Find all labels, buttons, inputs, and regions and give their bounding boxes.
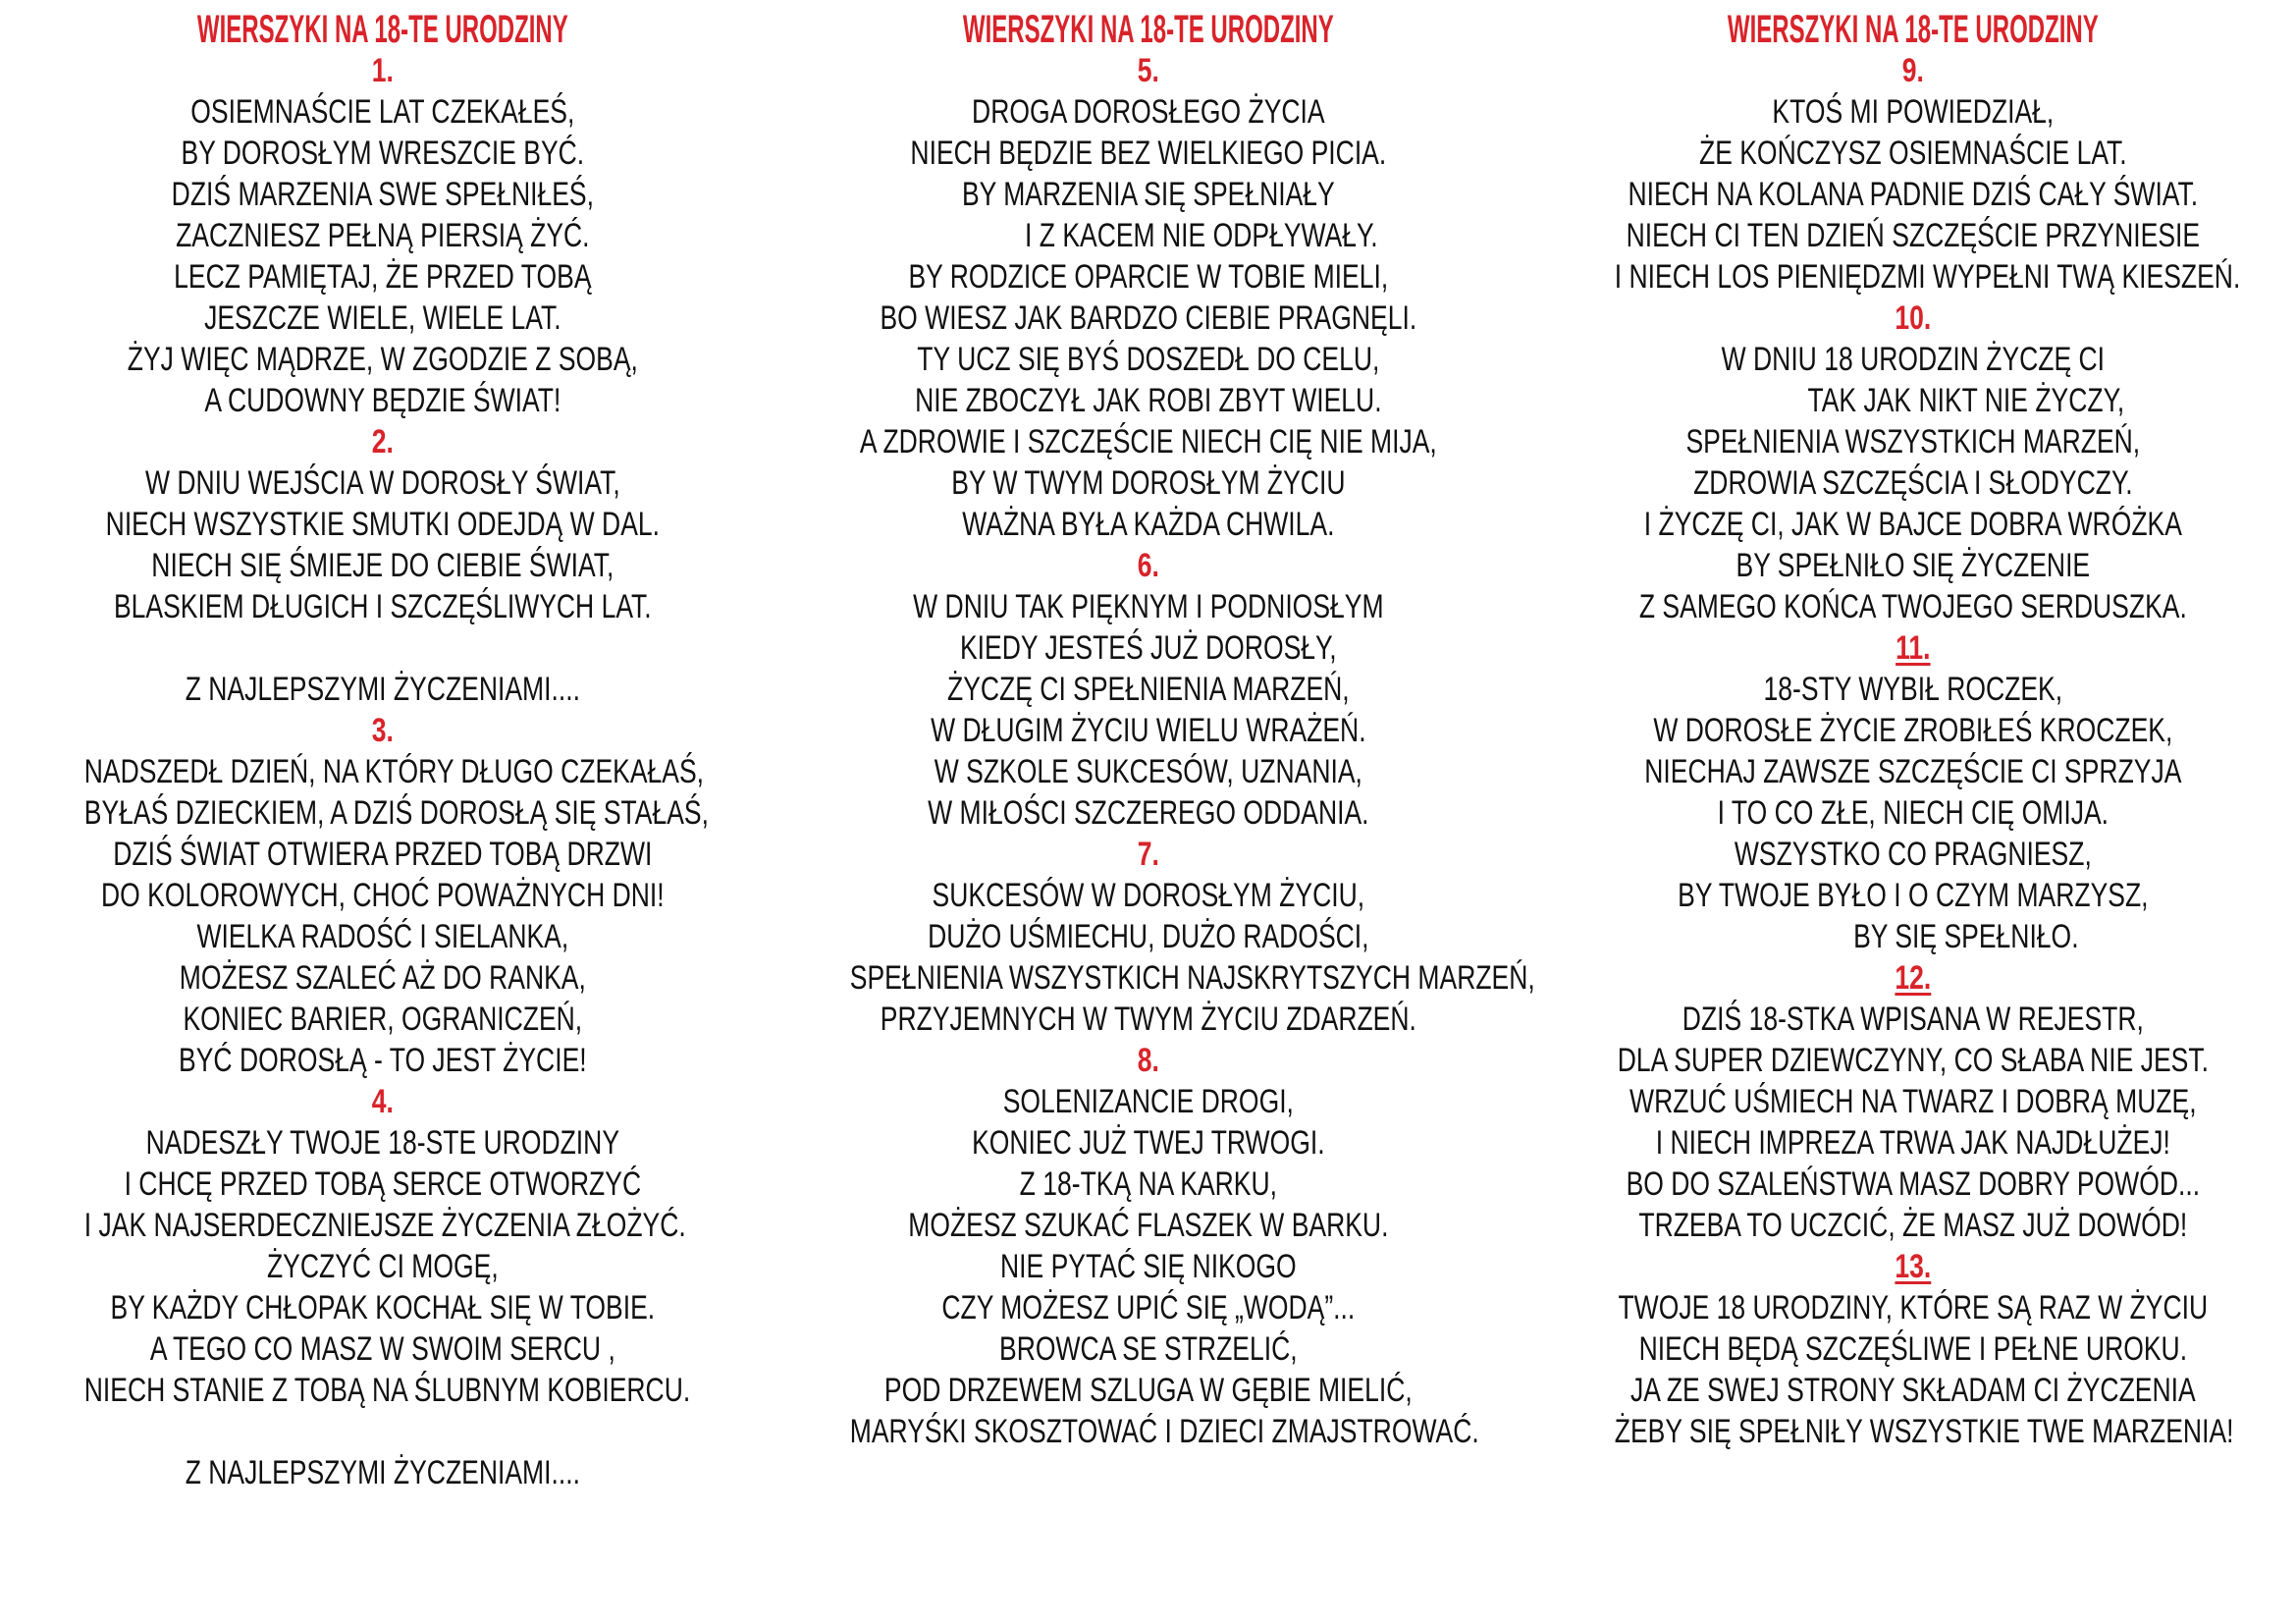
poem-line: SPEŁNIENIA WSZYSTKICH NAJSKRYTSZYCH MARZEŃ, (849, 959, 1535, 997)
poem-lines (0, 50, 766, 1493)
poem-line: NIECH CI TEN DZIEŃ SZCZĘŚCIE PRZYNIESIE (1626, 217, 2201, 254)
poem-line: BY SIĘ SPEŁNIŁO. (1853, 918, 2079, 955)
poem-line: JA ZE SWEJ STRONY SKŁADAM CI ŻYCZENIA (1630, 1372, 2197, 1409)
poem-line: DLA SUPER DZIEWCZYNY, CO SŁABA NIE JEST. (1618, 1042, 2210, 1079)
poem-line: A ZDROWIE I SZCZĘŚCIE NIECH CIĘ NIE MIJA, (859, 423, 1437, 460)
poem-line: TWOJE 18 URODZINY, KTÓRE SĄ RAZ W ŻYCIU (1618, 1289, 2209, 1326)
poem-line: Z NAJLEPSZYMI ŻYCZENIAMI.... (185, 1454, 580, 1491)
poem-line: BO DO SZALEŃSTWA MASZ DOBRY POWÓD... (1626, 1165, 2201, 1203)
poem-line: KONIEC JUŻ TWEJ TRWOGI. (971, 1124, 1325, 1162)
poem-line: OSIEMNAŚCIE LAT CZEKAŁEŚ, (190, 93, 575, 131)
poem-line: W DŁUGIM ŻYCIU WIELU WRAŻEŃ. (930, 712, 1366, 749)
blank-line (84, 1411, 681, 1452)
poem-line: MARYŚKI SKOSZTOWAĆ I DZIECI ZMAJSTROWAĆ. (849, 1413, 1479, 1450)
blank-line (84, 627, 681, 669)
poem-line: BY SPEŁNIŁO SIĘ ŻYCZENIE (1735, 547, 2091, 584)
poem-number: 5. (1137, 52, 1159, 89)
poem-number: 13. (1895, 1248, 1932, 1285)
poem-line: BY MARZENIA SIĘ SPEŁNIAŁY (961, 176, 1335, 213)
poem-column-1 (0, 0, 766, 1624)
poem-line: NIECH BĘDZIE BEZ WIELKIEGO PICIA. (910, 135, 1386, 172)
poem-line: BLASKIEM DŁUGICH I SZCZĘŚLIWYCH LAT. (113, 588, 652, 625)
poem-line: BY DOROSŁYM WRESZCIE BYĆ. (181, 135, 585, 172)
poem-line: ŻE KOŃCZYSZ OSIEMNAŚCIE LAT. (1699, 135, 2128, 172)
poem-line: I TO CO ZŁE, NIECH CIĘ OMIJA. (1717, 794, 2109, 832)
poem-line: NIECH SIĘ ŚMIEJE DO CIEBIE ŚWIAT, (151, 547, 614, 584)
poem-line: DZIŚ ŚWIAT OTWIERA PRZED TOBĄ DRZWI (113, 836, 653, 873)
poem-line: KTOŚ MI POWIEDZIAŁ, (1772, 93, 2055, 131)
poem-line: BROWCA SE STRZELIĆ, (998, 1330, 1298, 1368)
poem-line: NADSZEDŁ DZIEŃ, NA KTÓRY DŁUGO CZEKAŁAŚ, (83, 753, 705, 790)
poem-line: A TEGO CO MASZ W SWOIM SERCU , (149, 1330, 615, 1368)
poem-line: NIE PYTAĆ SIĘ NIKOGO (999, 1248, 1297, 1285)
poem-line: Z 18-TKĄ NA KARKU, (1019, 1165, 1277, 1203)
poem-line: I Z KACEM NIE ODPŁYWAŁY. (1024, 217, 1378, 254)
poem-line: W DNIU 18 URODZIN ŻYCZĘ CI (1721, 341, 2106, 378)
poem-number: 12. (1895, 959, 1932, 997)
poem-line: ŻYJ WIĘC MĄDRZE, W ZGODZIE Z SOBĄ, (127, 341, 638, 378)
poem-number: 7. (1137, 836, 1159, 873)
poem-line: NIECH WSZYSTKIE SMUTKI ODEJDĄ W DAL. (105, 506, 661, 543)
poem-line: I NIECH IMPREZA TRWA JAK NAJDŁUŻEJ! (1656, 1124, 2171, 1162)
poem-number: 10. (1895, 299, 1932, 337)
poem-line: TRZEBA TO UCZCIĆ, ŻE MASZ JUŻ DOWÓD! (1638, 1207, 2188, 1244)
poem-line: DO KOLOROWYCH, CHOĆ POWAŻNYCH DNI! (101, 877, 665, 914)
poem-line: SPEŁNIENIA WSZYSTKICH MARZEŃ, (1685, 423, 2141, 460)
poem-line: JESZCZE WIELE, WIELE LAT. (204, 299, 561, 337)
poem-line: W MIŁOŚCI SZCZEREGO ODDANIA. (927, 794, 1369, 832)
column-title: WIERSZYKI NA 18-TE URODZINY (196, 8, 568, 51)
poem-lines (766, 50, 1535, 1452)
poem-line: DROGA DOROSŁEGO ŻYCIA (971, 93, 1325, 131)
poem-line: NIECHAJ ZAWSZE SZCZĘŚCIE CI SPRZYJA (1644, 753, 2182, 790)
poem-line: KIEDY JESTEŚ JUŻ DOROSŁY, (959, 629, 1337, 667)
poem-line: BYŁAŚ DZIECKIEM, A DZIŚ DOROSŁĄ SIĘ STAŁAŚ, (83, 794, 709, 832)
poem-line: I JAK NAJSERDECZNIEJSZE ŻYCZENIA ZŁOŻYĆ. (83, 1207, 686, 1244)
poem-line: NIECH BĘDĄ SZCZĘŚLIWE I PEŁNE UROKU. (1638, 1330, 2188, 1368)
poem-line: KONIEC BARIER, OGRANICZEŃ, (183, 1001, 583, 1038)
poem-line: BY W TWYM DOROSŁYM ŻYCIU (950, 464, 1346, 502)
poem-line: WIELKA RADOŚĆ I SIELANKA, (196, 918, 569, 955)
poem-line: ŻEBY SIĘ SPEŁNIŁY WSZYSTKIE TWE MARZENIA! (1615, 1413, 2234, 1450)
poem-column-3 (1530, 0, 2296, 1624)
poem-line: 18-STY WYBIŁ ROCZEK, (1763, 671, 2063, 708)
poem-line: DZIŚ MARZENIA SWE SPEŁNIŁEŚ, (171, 176, 594, 213)
poem-lines (1530, 50, 2296, 1452)
poem-line: WAŻNA BYŁA KAŻDA CHWILA. (961, 506, 1335, 543)
poem-line: BYĆ DOROSŁĄ - TO JEST ŻYCIE! (179, 1042, 587, 1079)
poem-line: SUKCESÓW W DOROSŁYM ŻYCIU, (932, 877, 1364, 914)
poem-line: MOŻESZ SZALEĆ AŻ DO RANKA, (179, 959, 586, 997)
poem-line: BY KAŻDY CHŁOPAK KOCHAŁ SIĘ W TOBIE. (110, 1289, 656, 1326)
poem-line: TAK JAK NIKT NIE ŻYCZY, (1807, 382, 2125, 419)
poem-line: LECZ PAMIĘTAJ, ŻE PRZED TOBĄ (174, 258, 592, 296)
poem-line: TY UCZ SIĘ BYŚ DOSZEDŁ DO CELU, (916, 341, 1380, 378)
poem-line: W DOROSŁE ŻYCIE ZROBIŁEŚ KROCZEK, (1653, 712, 2173, 749)
poem-line: ZDROWIA SZCZĘŚCIA I SŁODYCZY. (1693, 464, 2133, 502)
poem-line: NIECH NA KOLANA PADNIE DZIŚ CAŁY ŚWIAT. (1628, 176, 2199, 213)
poem-line: NIE ZBOCZYŁ JAK ROBI ZBYT WIELU. (914, 382, 1382, 419)
poem-number: 8. (1137, 1042, 1159, 1079)
poem-line: Z SAMEGO KOŃCA TWOJEGO SERDUSZKA. (1639, 588, 2188, 625)
poem-line: I CHCĘ PRZED TOBĄ SERCE OTWORZYĆ (124, 1165, 642, 1203)
poem-line: I NIECH LOS PIENIĘDZMI WYPEŁNI TWĄ KIESZEŃ. (1615, 258, 2241, 296)
column-title: WIERSZYKI NA 18-TE URODZINY (962, 8, 1334, 51)
poem-line: WSZYSTKO CO PRAGNIESZ, (1735, 836, 2093, 873)
poem-line: PRZYJEMNYCH W TWYM ŻYCIU ZDARZEŃ. (880, 1001, 1416, 1038)
poem-line: W DNIU TAK PIĘKNYM I PODNIOSŁYM (912, 588, 1384, 625)
poem-line: ZACZNIESZ PEŁNĄ PIERSIĄ ŻYĆ. (176, 217, 590, 254)
poem-line: NIECH STANIE Z TOBĄ NA ŚLUBNYM KOBIERCU. (83, 1372, 691, 1409)
poem-line: DZIŚ 18-STKA WPISANA W REJESTR, (1682, 1001, 2145, 1038)
poem-line: POD DRZEWEM SZLUGA W GĘBIE MIELIĆ, (883, 1372, 1413, 1409)
poem-number: 2. (371, 423, 394, 460)
poem-line: Z NAJLEPSZYMI ŻYCZENIAMI.... (185, 671, 580, 708)
poem-number: 6. (1137, 547, 1159, 584)
poem-line: BO WIESZ JAK BARDZO CIEBIE PRAGNĘLI. (880, 299, 1416, 337)
poem-number: 1. (371, 52, 394, 89)
poem-number: 11. (1896, 629, 1931, 667)
poem-line: A CUDOWNY BĘDZIE ŚWIAT! (204, 382, 561, 419)
poem-line: SOLENIZANCIE DROGI, (1002, 1083, 1294, 1120)
poem-line: W DNIU WEJŚCIA W DOROSŁY ŚWIAT, (144, 464, 620, 502)
poem-number: 3. (371, 712, 394, 749)
poem-line: W SZKOLE SUKCESÓW, UZNANIA, (934, 753, 1362, 790)
poem-column-2 (766, 0, 1535, 1624)
poem-line: NADESZŁY TWOJE 18-STE URODZINY (145, 1124, 620, 1162)
poem-line: ŻYCZYĆ CI MOGĘ, (266, 1248, 499, 1285)
poem-line: CZY MOŻESZ UPIĆ SIĘ „WODĄ”... (941, 1289, 1355, 1326)
poem-line: BY TWOJE BYŁO I O CZYM MARZYSZ, (1678, 877, 2149, 914)
poem-number: 4. (371, 1083, 394, 1120)
poem-line: BY RODZICE OPARCIE W TOBIE MIELI, (908, 258, 1388, 296)
poem-line: WRZUĆ UŚMIECH NA TWARZ I DOBRĄ MUZĘ, (1629, 1083, 2197, 1120)
poem-line: MOŻESZ SZUKAĆ FLASZEK W BARKU. (907, 1207, 1389, 1244)
poem-line: DUŻO UŚMIECHU, DUŻO RADOŚCI, (927, 918, 1369, 955)
poem-line: ŻYCZĘ CI SPEŁNIENIA MARZEŃ, (946, 671, 1350, 708)
column-title: WIERSZYKI NA 18-TE URODZINY (1728, 8, 2100, 51)
poem-number: 9. (1902, 52, 1925, 89)
poem-line: I ŻYCZĘ CI, JAK W BAJCE DOBRA WRÓŻKA (1644, 506, 2183, 543)
